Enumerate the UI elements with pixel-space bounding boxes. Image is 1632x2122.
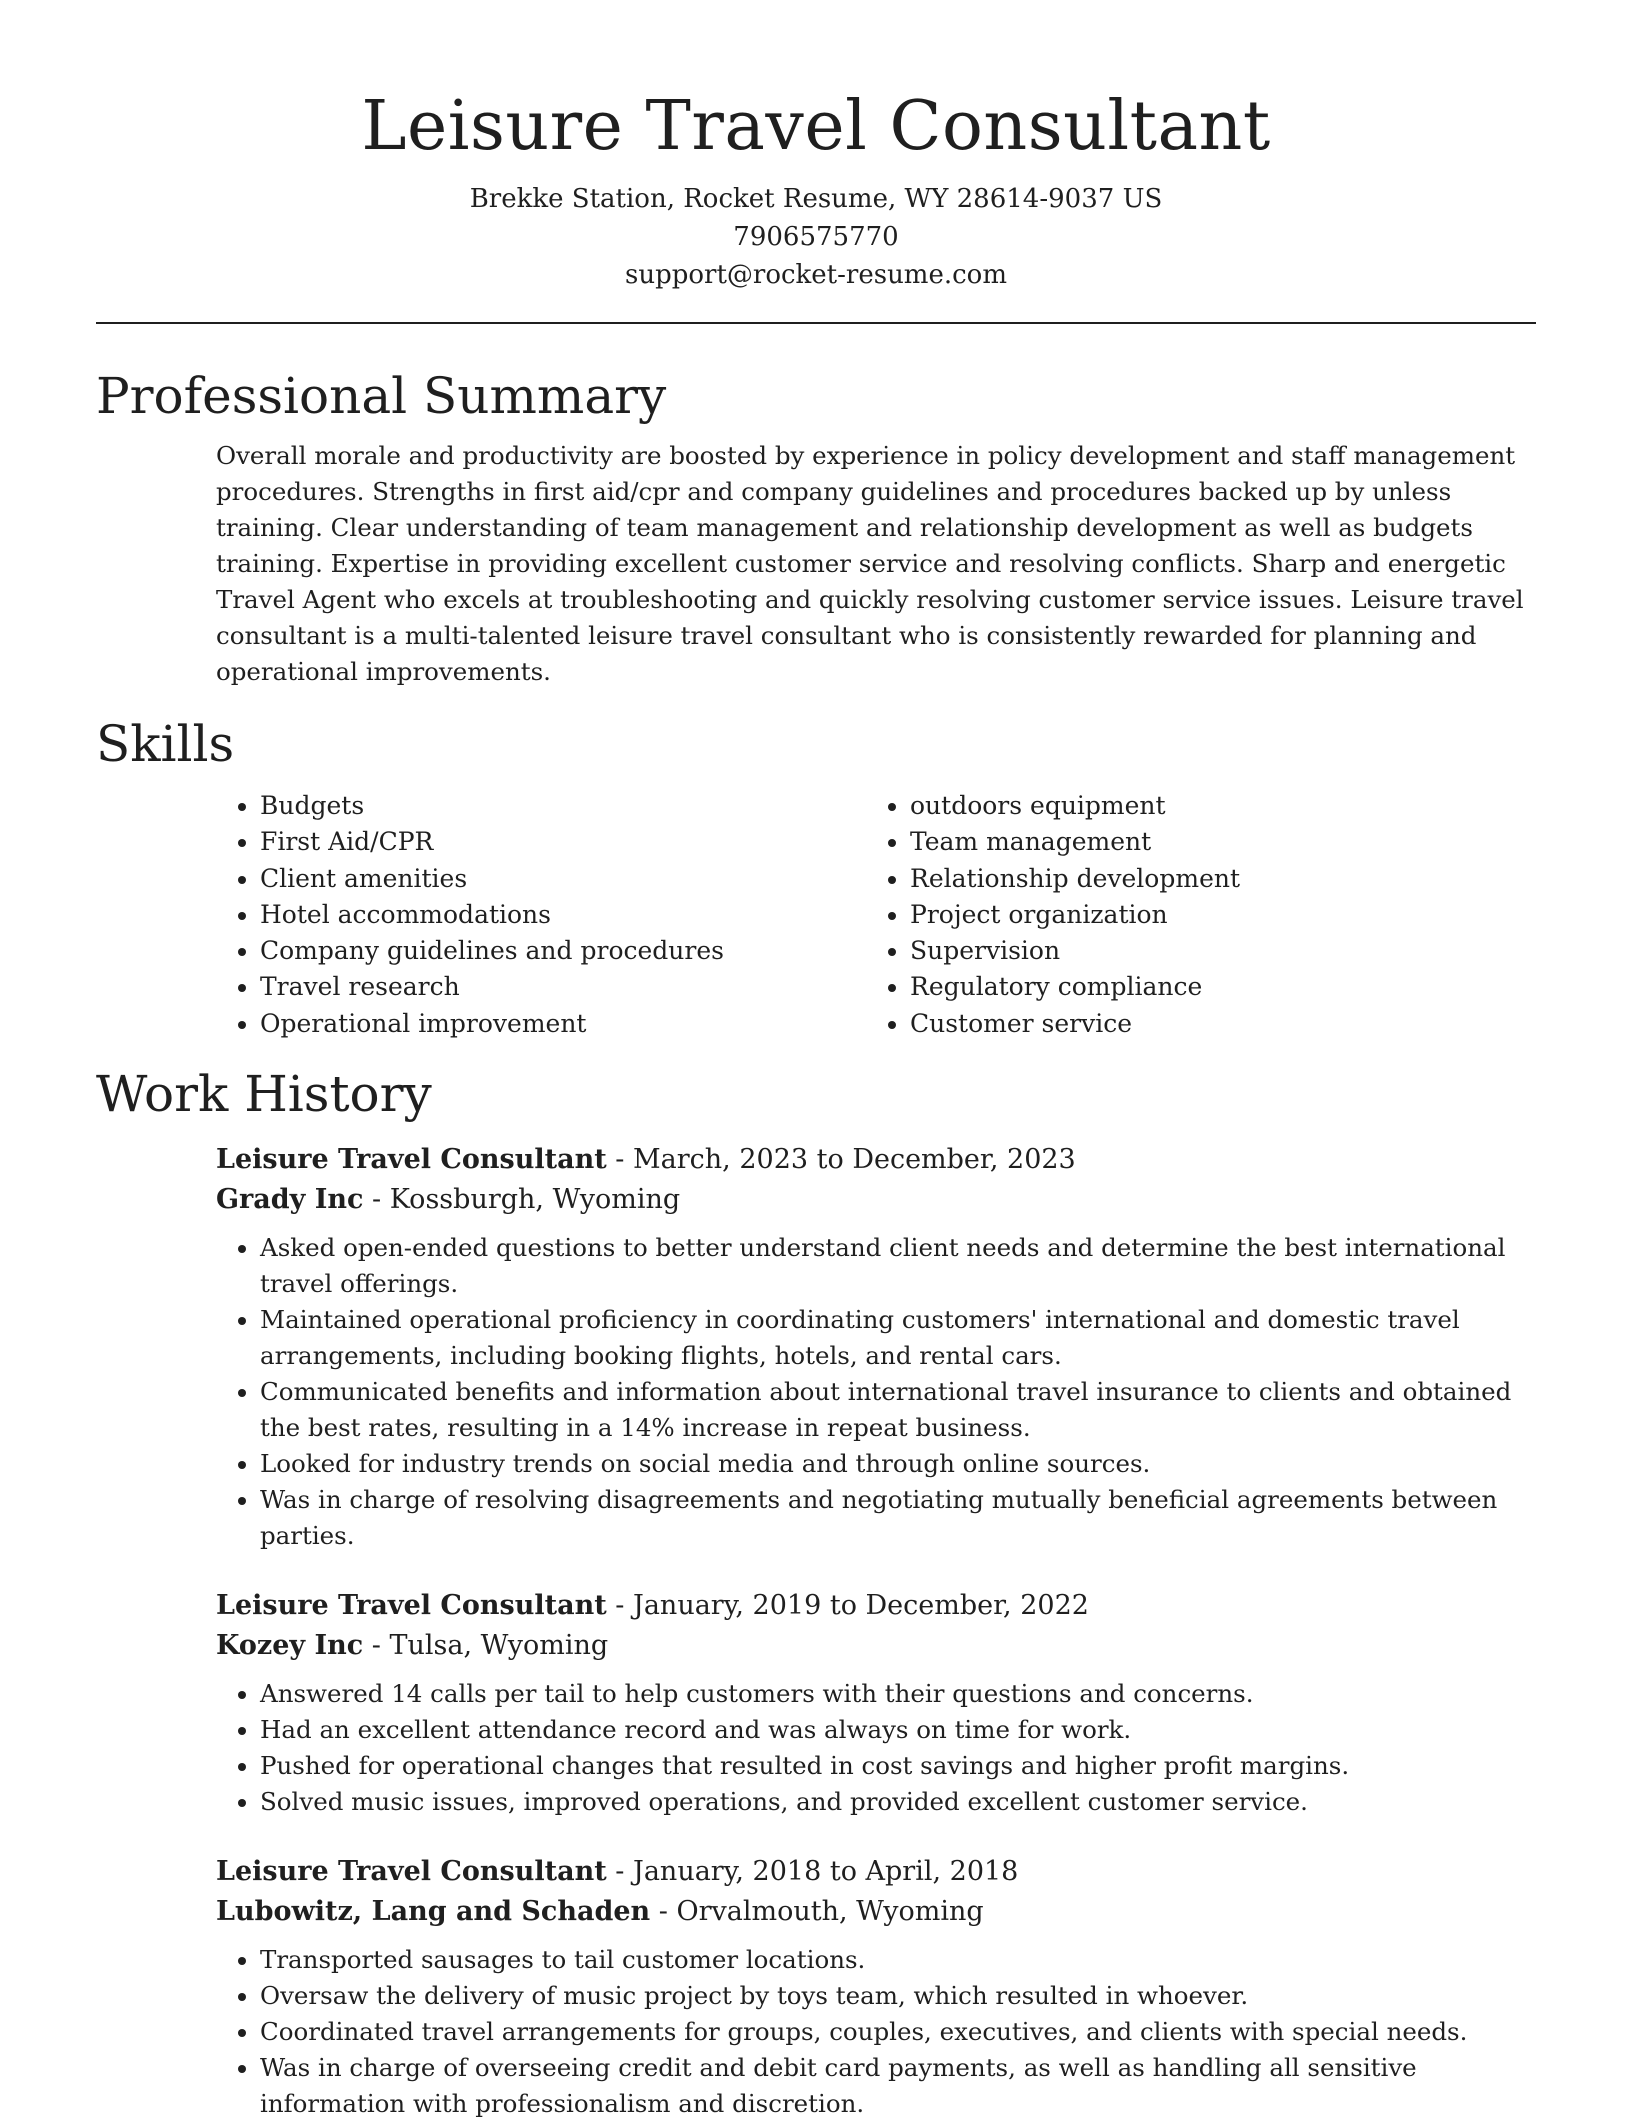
header-divider [96,322,1536,324]
job-bullet: • Pushed for operational changes that resulted in cost savings and higher profit margins. [260,1748,1536,1784]
skill-item: • Operational improvement [260,1006,866,1042]
summary-heading: Professional Summary [96,367,667,425]
job-company-line [216,1892,1536,1932]
resume-title: Leisure Travel Consultant [361,87,1271,166]
contact-phone: 7906575770 [733,222,899,252]
job-location: - Kossburgh, Wyoming [363,1184,681,1216]
job-bullet: • Maintained operational proficiency in coordinating customers' international and domestic travel arrangements, including booking flights, hotels, and rental cars. [260,1302,1536,1374]
job-bullet: • Solved music issues, improved operations, and provided excellent customer service. [260,1784,1536,1820]
job-bullet: • Was in charge of resolving disagreements and negotiating mutually beneficial agreements between parties. [260,1482,1536,1554]
job-bullet: • Communicated benefits and information about international travel insurance to clients and obtained the best rates, resulting in a 14% increase in repeat business. [260,1374,1536,1446]
job-role: Leisure Travel Consultant [216,1590,607,1622]
job-dates: - January, 2019 to December, 2022 [606,1590,1089,1622]
skill-item: • Regulatory compliance [910,969,1240,1005]
summary-text: Overall morale and productivity are boosted by experience in policy development and staff management procedures. Strengths in first aid/cpr and company guidelines and procedures backed up by unless training. Clear understanding of team management and relationship development as well as budgets training. Expertise in providing excellent customer service and resolving conflicts. Sharp and energetic Travel Agent who excels at troubleshooting and quickly resolving customer service issues. Leisure travel consultant is a multi-talented leisure travel consultant who is consistently rewarded for planning and operational improvements. [216,441,1524,686]
job-title-line [216,1586,1536,1626]
job-company: Kozey Inc [216,1630,364,1662]
job-bullet: • Coordinated travel arrangements for groups, couples, executives, and clients with special needs. [260,2014,1536,2050]
job-company: Grady Inc [216,1184,364,1216]
contact-address: Brekke Station, Rocket Resume, WY 28614-9037 US [469,184,1163,214]
skills-left-list [216,788,866,1042]
job-entry [216,1140,1536,1554]
job-entry [216,1852,1536,2122]
skill-item: • Relationship development [910,861,1240,897]
work-history-heading: Work History [96,1065,432,1124]
job-role: Leisure Travel Consultant [216,1144,607,1176]
job-company: Lubowitz, Lang and Schaden [216,1896,651,1928]
job-bullet: • Answered 14 calls per tail to help customers with their questions and concerns. [260,1676,1536,1712]
job-location: - Orvalmouth, Wyoming [650,1896,984,1928]
job-company-line [216,1180,1536,1220]
skill-item: • Team management [910,824,1240,860]
job-bullet: • Oversaw the delivery of music project by toys team, which resulted in whoever. [260,1978,1536,2014]
skill-item: • First Aid/CPR [260,824,866,860]
job-title-line [216,1852,1536,1892]
job-company-line [216,1626,1536,1666]
skills-heading: Skills [96,715,235,773]
contact-block [96,180,1536,294]
job-entry [216,1586,1536,1820]
job-dates: - March, 2023 to December, 2023 [606,1144,1076,1176]
skill-item: • Client amenities [260,861,866,897]
skill-item: • Customer service [910,1006,1240,1042]
skill-item: • Hotel accommodations [260,897,866,933]
skill-item: • outdoors equipment [910,788,1240,824]
skill-item: • Project organization [910,897,1240,933]
skills-right-list [866,788,1240,1042]
resume-page [96,0,1536,2122]
job-bullets [216,1230,1536,1554]
job-bullet: • Looked for industry trends on social media and through online sources. [260,1446,1536,1482]
job-bullet: • Transported sausages to tail customer locations. [260,1942,1536,1978]
skills-columns [216,788,1536,1042]
skill-item: • Company guidelines and procedures [260,933,866,969]
job-location: - Tulsa, Wyoming [363,1630,609,1662]
job-bullets [216,1676,1536,1820]
job-role: Leisure Travel Consultant [216,1856,607,1888]
job-title-line [216,1140,1536,1180]
skill-item: • Budgets [260,788,866,824]
job-dates: - January, 2018 to April, 2018 [606,1856,1019,1888]
skill-item: • Supervision [910,933,1240,969]
contact-email: support@rocket-resume.com [624,260,1007,290]
job-bullet: • Had an excellent attendance record and was always on time for work. [260,1712,1536,1748]
skill-item: • Travel research [260,969,866,1005]
job-bullet: • Asked open-ended questions to better understand client needs and determine the best international travel offerings. [260,1230,1536,1302]
job-bullet: • Was in charge of overseeing credit and debit card payments, as well as handling all sensitive information with professionalism and discretion. [260,2050,1536,2122]
job-bullets [216,1942,1536,2122]
